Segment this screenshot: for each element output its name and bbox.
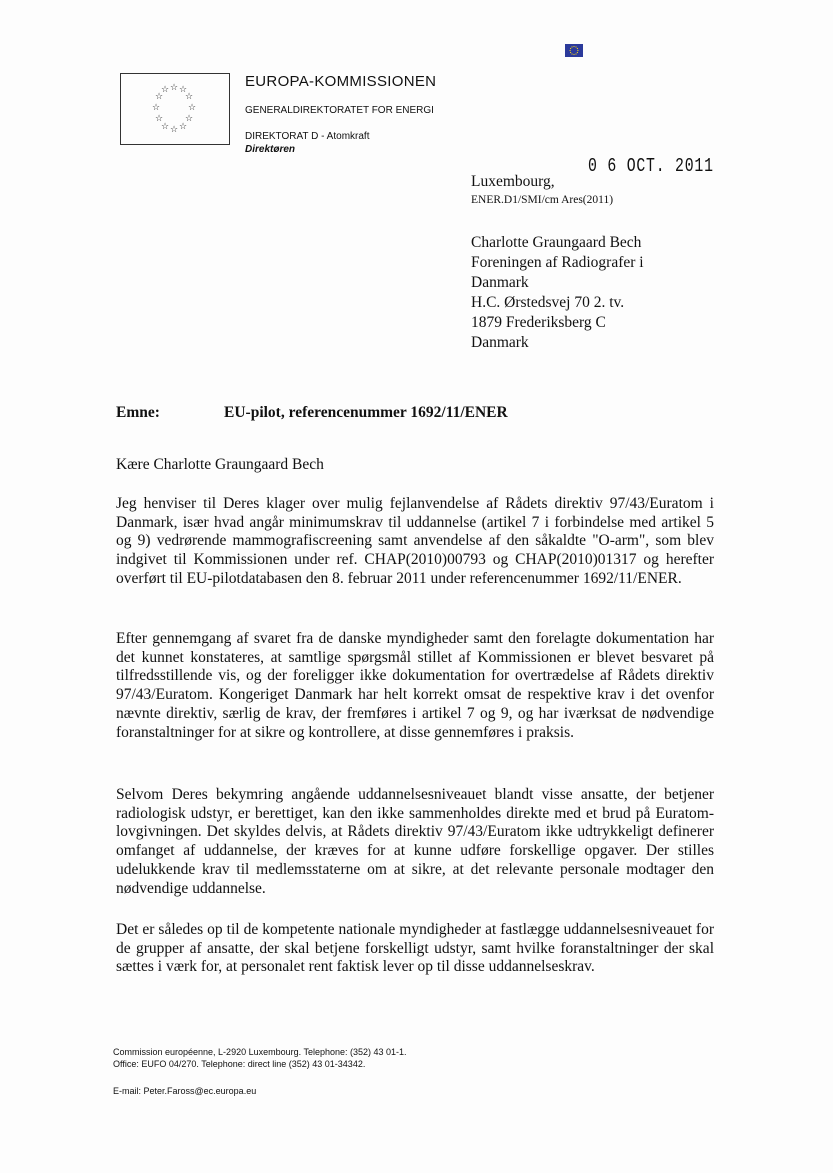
body-paragraph: Efter gennemgang af svaret fra de danske myndigheder samt den forelagte dokumentation har det kunnet konstateres, at samtlige spørgsmål stillet af Kommissionen er blevet besvaret på tilfredsstillende vis, og der foreligger ikke dokumentation for overtrædelse af Rådets direktiv 97/43/Euratom. Kongeriget Danmark har helt korrekt omsat de respektive krav i det ovenfor nævnte direktiv, særlig de krav, der fremføres i artikel 7 og 9, og har iværksat de nødvendige foranstaltninger for at sikre og kontrollere, at disse gennemføres i praksis. — [116, 630, 714, 741]
recipient-line: Danmark — [471, 274, 529, 291]
eu-flag-icon — [565, 44, 583, 57]
recipient-line: Danmark — [471, 334, 529, 351]
svg-text:☆: ☆ — [169, 83, 179, 93]
svg-text:☆: ☆ — [184, 114, 194, 124]
recipient-line: Foreningen af Radiografer i — [471, 254, 644, 271]
footer-email: E-mail: Peter.Faross@ec.europa.eu — [113, 1086, 257, 1096]
svg-text:☆: ☆ — [187, 103, 197, 113]
recipient-line: Charlotte Graungaard Bech — [471, 234, 642, 251]
svg-text:☆: ☆ — [154, 114, 164, 124]
svg-text:☆: ☆ — [178, 85, 188, 95]
eu-stars-emblem-icon — [121, 74, 231, 146]
recipient-line: H.C. Ørstedsvej 70 2. tv. — [471, 294, 625, 311]
svg-text:☆: ☆ — [151, 103, 161, 113]
recipient-address — [471, 233, 644, 353]
footer-office: Office: EUFO 04/270. Telephone: direct line (352) 43 01-34342. — [113, 1059, 366, 1069]
organization-name: EUROPA-KOMMISSIONEN — [245, 73, 437, 90]
salutation: Kære Charlotte Graungaard Bech — [116, 456, 324, 473]
subject-text: EU-pilot, referencenummer 1692/11/ENER — [224, 404, 508, 421]
date-stamp: 0 6 OCT. 2011 — [588, 155, 714, 177]
svg-text:☆: ☆ — [160, 85, 170, 95]
place: Luxembourg, — [471, 173, 555, 190]
reference-number: ENER.D1/SMI/cm Ares(2011) — [471, 194, 614, 206]
svg-text:☆: ☆ — [154, 92, 164, 102]
body-paragraph: Det er således op til de kompetente nationale myndigheder at fastlægge uddannelsesniveauet for de grupper af ansatte, der skal betjene forskelligt udstyr, samt hvilke foranstaltninger der skal sættes i værk for, at personalet rent faktisk lever op til disse uddannelseskrav. — [116, 921, 714, 976]
footer-address: Commission européenne, L-2920 Luxembourg. Telephone: (352) 43 01-1. — [113, 1047, 407, 1057]
signatory-title: Direktøren — [245, 144, 296, 155]
commission-logo — [120, 73, 230, 145]
body-paragraph: Jeg henviser til Deres klager over mulig fejlanvendelse af Rådets direktiv 97/43/Euratom i Danmark, især hvad angår minimumskrav til uddannelse (artikel 7 i forbindelse med artikel 5 og 9) vedrørende mammografiscreening samt anvendelse af den såkaldte "O-arm", som blev indgivet til Kommissionen under ref. CHAP(2010)00793 og CHAP(2010)01317 og herefter overført til EU-pilotdatabasen den 8. februar 2011 under referencenummer 1692/11/ENER. — [116, 495, 714, 587]
svg-text:☆: ☆ — [160, 122, 170, 132]
body-paragraph: Selvom Deres bekymring angående uddannelsesniveauet blandt visse ansatte, der betjener radiologisk udstyr, er berettiget, kan den ikke sammenholdes direkte med et brud på Euratom-lovgivningen. Det skyldes delvis, at Rådets direktiv 97/43/Euratom ikke udtrykkeligt definerer omfanget af uddannelse, der kræves for at kunne udføre forskellige opgaver. Der stilles udelukkende krav til medlemsstaterne om at sikre, at det relevante personale modtager den nødvendige uddannelse. — [116, 786, 714, 897]
directorate: DIREKTORAT D - Atomkraft — [245, 131, 370, 142]
directorate-general: GENERALDIREKTORATET FOR ENERGI — [245, 105, 434, 116]
svg-text:☆: ☆ — [184, 92, 194, 102]
svg-text:☆: ☆ — [169, 125, 179, 135]
svg-text:☆: ☆ — [178, 122, 188, 132]
subject-label: Emne: — [116, 404, 160, 421]
recipient-line: 1879 Frederiksberg C — [471, 314, 606, 331]
